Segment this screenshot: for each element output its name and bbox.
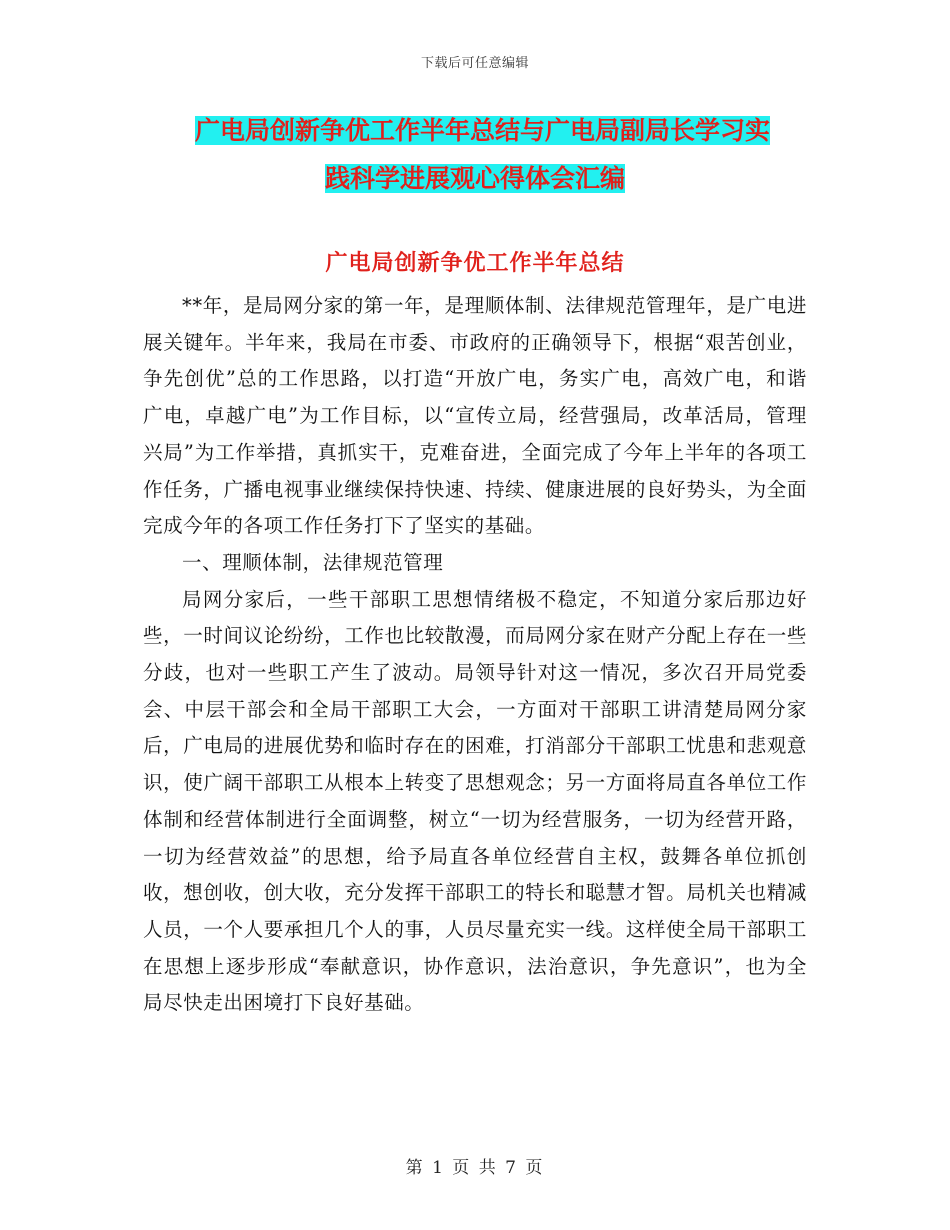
- paragraph-heading-1: 一、理顺体制，法律规范管理: [182, 550, 444, 574]
- document-title-line-1: 广电局创新争优工作半年总结与广电局副局长学习实: [195, 116, 771, 145]
- document-title: [140, 107, 810, 203]
- page-number-footer: 第 1 页 共 7 页: [405, 1158, 545, 1178]
- page-header-note: 下载后可任意编辑: [420, 56, 529, 71]
- paragraph-body-1: 局网分家后，一些干部职工思想情绪极不稳定，不知道分家后那边好些，一时间议论纷纷，工作也比较散漫，而局网分家在财产分配上存在一些分歧，也对一些职工产生了波动。局领导针对这一情况，多次召开局党委会、中层干部会和全局干部职工大会，一方面对干部职工讲清楚局网分家后，广电局的进展优势和临时存在的困难，打消部分干部职工忧患和悲观意识，使广阔干部职工从根本上转变了思想观念；另一方面将局直各单位工作体制和经营体制进行全面调整，树立“一切为经营服务，一切为经营开路，一切为经营效益”的思想，给予局直各单位经营自主权，鼓舞各单位抓创收，想创收，创大收，充分发挥干部职工的特长和聪慧才智。局机关也精减人员，一个人要承担几个人的事，人员尽量充实一线。这样使全局干部职工在思想上逐步形成“奉献意识，协作意识，法治意识，争先意识”，也为全局尽快走出困境打下良好基础。: [143, 587, 807, 1015]
- document-title-line-2: 践科学进展观心得体会汇编: [324, 164, 625, 193]
- section-title: 广电局创新争优工作半年总结: [325, 250, 625, 276]
- paragraph-intro: **年，是局网分家的第一年，是理顺体制、法律规范管理年，是广电进展关键年。半年来，我局在市委、市政府的正确领导下，根据“艰苦创业，争先创优”总的工作思路，以打造“开放广电，务实广电，高效广电，和谐广电，卓越广电”为工作目标，以“宣传立局，经营强局，改革活局，管理兴局”为工作举措，真抓实干，克难奋进，全面完成了今年上半年的各项工作任务，广播电视事业继续保持快速、持续、健康进展的良好势头，为全面完成今年的各项工作任务打下了坚实的基础。: [143, 294, 807, 538]
- document-body: [143, 288, 807, 1022]
